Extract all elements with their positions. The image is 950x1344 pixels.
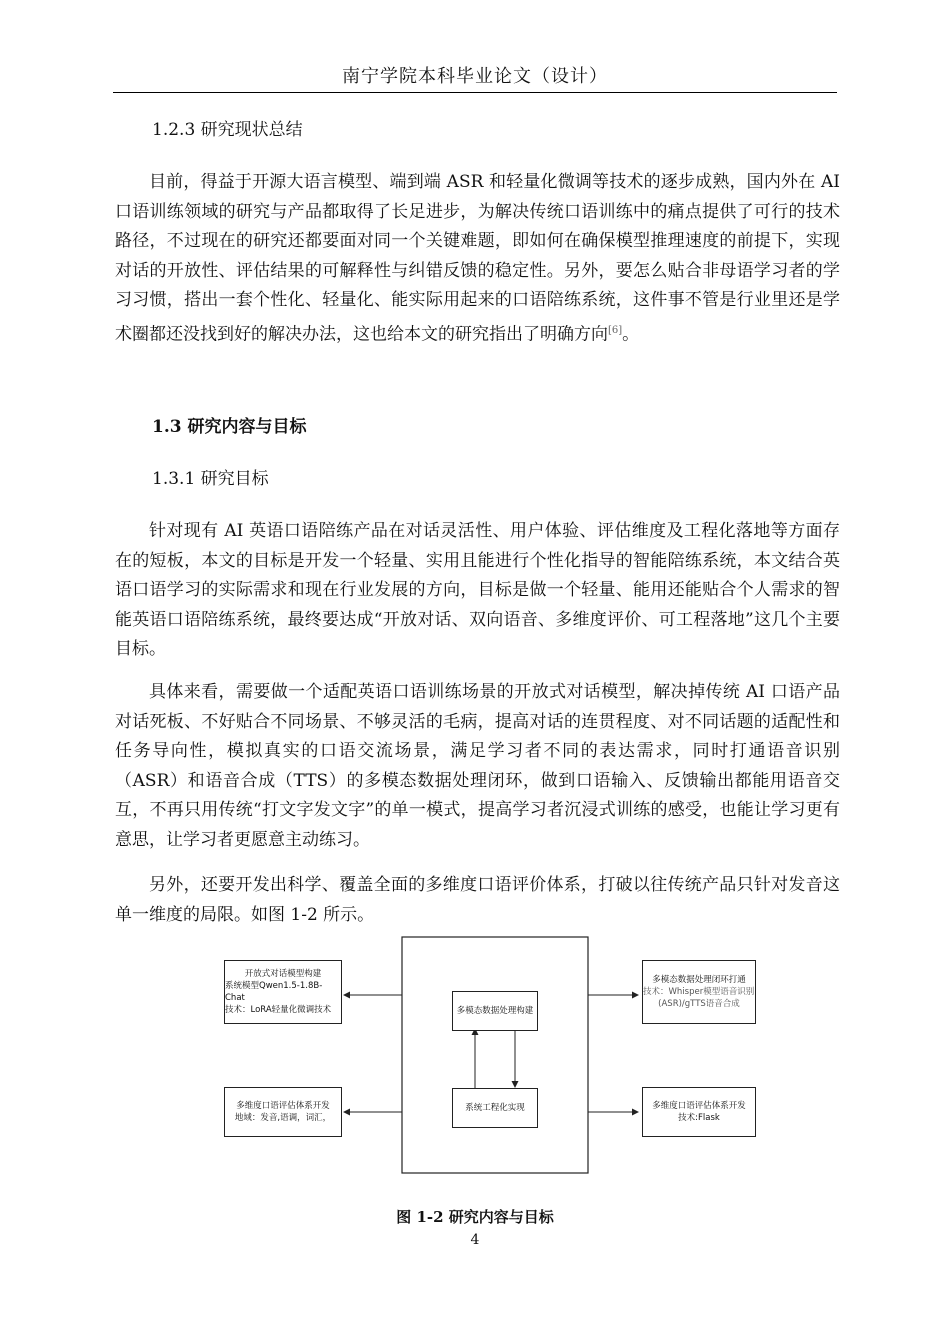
box-evaluation-dimensions: 多维度口语评估体系开发 地域：发音,语调，词汇， [224,1087,342,1137]
figure-caption: 图 1-2 研究内容与目标 [396,1208,554,1226]
box-evaluation-tech: 多维度口语评估体系开发 技术:Flask [642,1087,756,1137]
paragraph-goal-detail: 具体来看，需要做一个适配英语口语训练场景的开放式对话模型，解决掉传统 AI 口语产品对话死板、不好贴合不同场景、不够灵活的毛病，提高对话的连贯程度、对不同话题的适配性和任务导向性，模拟真实的口语交流场景，满足学习者不同的表达需求，同时打通语音识别（ASR）和语音合成（TTS）的多模态数据处理闭环，做到口语输入、反馈输出都能用语音交互，不再只用传统“打文字发文字”的单一模式，提高学习者沉浸式训练的感受，也能让学习更有意思，让学习者更愿意主动练习。 [115,682,840,850]
paragraph-evaluation: 另外，还要开发出科学、覆盖全面的多维度口语评价体系，打破以往传统产品只针对发音这单一维度的局限。如图 1-2 所示。 [115,875,840,925]
central-frame [402,937,588,1173]
paragraph-end: 。 [622,324,640,345]
paragraph-status-summary [115,168,840,350]
box-dialogue-model: 开放式对话模型构建 系统模型Qwen1.5-1.8B-Chat 技术：LoRA轻量化微调技术 [224,960,342,1024]
section-heading-1-3: 1.3 研究内容与目标 [152,417,307,437]
paragraph-goal-intro: 针对现有 AI 英语口语陪练产品在对话灵活性、用户体验、评估维度及工程化落地等方面存在的短板，本文的目标是开发一个轻量、实用且能进行个性化指导的智能陪练系统，本文结合英语口语学习的实际需求和现在行业发展的方向，目标是做一个轻量、能用还能贴合个人需求的智能英语口语陪练系统，最终要达成“开放对话、双向语音、多维度评价、可工程落地”这几个主要目标。 [115,521,840,659]
figure-research-diagram [220,936,760,1176]
citation[interactable]: [6] [608,324,623,336]
box-system-engineering: 系统工程化实现 [452,1088,538,1128]
box-multimodal-build: 多模态数据处理构建 [452,991,538,1031]
running-header: 南宁学院本科毕业论文（设计） [113,62,837,93]
page-number: 4 [470,1232,480,1248]
box-multimodal-loop: 多模态数据处理闭环打通 技术：Whisper模型语音识别 (ASR)/gTTS语音合成 [642,960,756,1024]
subsection-heading-1-2-3: 1.2.3 研究现状总结 [152,120,303,140]
paragraph-text: 目前，得益于开源大语言模型、端到端 ASR 和轻量化微调等技术的逐步成熟，国内外在 AI 口语训练领域的研究与产品都取得了长足进步，为解决传统口语训练中的痛点提供了可行的技术路径，不过现在的研究还都要面对同一个关键难题，即如何在确保模型推理速度的前提下，实现对话的开放性、评估结果的可解释性与纠错反馈的稳定性。另外，要怎么贴合非母语学习者的学习习惯，搭出一套个性化、轻量化、能实际用起来的口语陪练系统，这件事不管是行业里还是学术圈都还没找到好的解决办法，这也给本文的研究指出了明确方向 [115,172,840,345]
subsection-heading-1-3-1: 1.3.1 研究目标 [152,469,269,489]
